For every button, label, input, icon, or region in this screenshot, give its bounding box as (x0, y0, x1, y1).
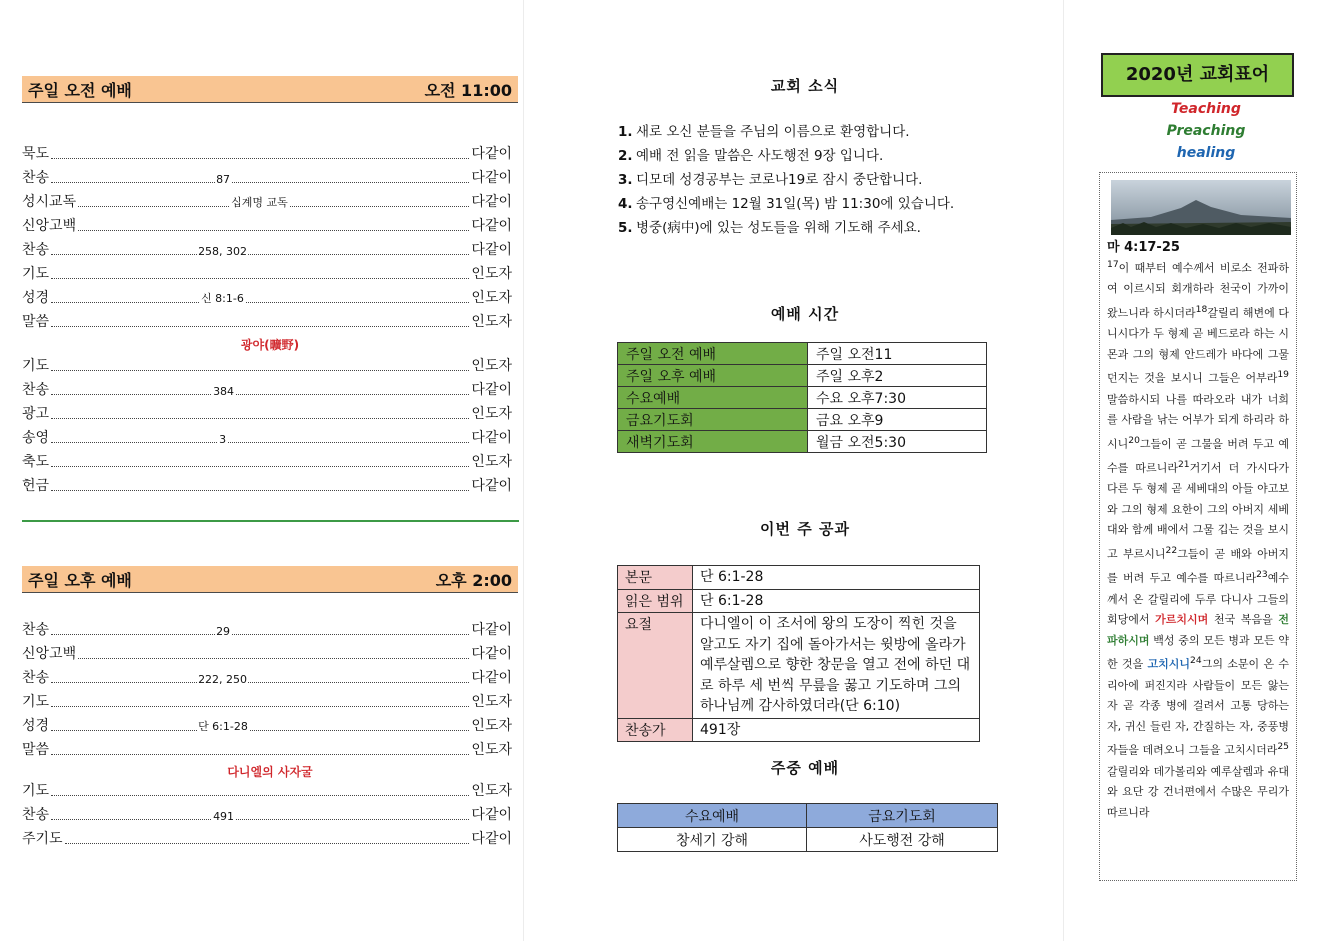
weekday-title: 주중 예배 (770, 759, 840, 777)
order-item-leader: 다같이 (471, 646, 512, 662)
order-item-leader: 다같이 (471, 242, 512, 258)
order-row (22, 780, 512, 800)
dot-leader (51, 158, 469, 159)
lesson-summary-label: 요절 (618, 613, 693, 719)
schedule-service-time: 수요 오후7:30 (808, 387, 987, 409)
order-item-label: 신앙고백 (22, 646, 77, 662)
news-item-text: 디모데 성경공부는 코로나19로 잠시 중단합니다. (636, 172, 923, 188)
news-item (618, 192, 998, 216)
verse-number: 19 (1277, 369, 1289, 381)
lesson-range-value: 단 6:1-28 (693, 589, 980, 613)
order-item-label: 헌금 (22, 478, 50, 494)
dot-leader (51, 292, 469, 305)
order-item-leader: 인도자 (471, 266, 512, 282)
order-item-label: 송영 (22, 430, 50, 446)
highlight-preaching: 전파하시며 (1107, 613, 1289, 647)
section-divider (22, 520, 519, 522)
order-row (22, 619, 512, 639)
dot-leader (51, 433, 469, 446)
table-row (618, 409, 987, 431)
schedule-service-name: 수요예배 (618, 387, 808, 409)
order-item-detail: 222, 250 (198, 673, 248, 686)
news-item (618, 144, 998, 168)
afternoon-service-time: 오후 2:00 (435, 570, 512, 590)
verse-number: 25 (1277, 741, 1289, 753)
order-item-label: 성시교독 (22, 194, 77, 210)
order-item-leader: 다같이 (471, 622, 512, 638)
order-item-label: 기도 (22, 266, 50, 282)
lesson-text-value: 단 6:1-28 (693, 566, 980, 590)
news-title: 교회 소식 (770, 77, 840, 95)
order-item-label: 성경 (22, 718, 50, 734)
order-item-leader: 인도자 (471, 742, 512, 758)
morning-header-rule (22, 102, 518, 103)
schedule-service-name: 주일 오후 예배 (618, 365, 808, 387)
schedule-service-time: 주일 오전11 (808, 343, 987, 365)
dot-leader (51, 754, 469, 755)
news-item-number: 3. (618, 172, 633, 188)
dot-leader (51, 706, 469, 707)
verse-segment: 그들이 곧 그물을 버려 두고 예수를 따르니라 (1107, 437, 1289, 475)
table-row (618, 613, 980, 719)
dot-leader (51, 278, 469, 279)
order-item-leader: 다같이 (471, 831, 512, 847)
dot-leader (78, 196, 469, 209)
order-row (22, 828, 512, 848)
dot-leader (51, 625, 469, 638)
dot-leader (65, 843, 470, 844)
order-item-detail: 87 (216, 173, 231, 186)
order-item-label: 말씀 (22, 314, 50, 330)
table-row (618, 589, 980, 613)
order-item-leader: 다같이 (471, 218, 512, 234)
news-item-number: 2. (618, 148, 633, 164)
order-item-label: 찬송 (22, 670, 50, 686)
table-row (618, 365, 987, 387)
order-item-label: 신앙고백 (22, 218, 77, 234)
verse-number: 24 (1190, 655, 1202, 667)
order-item-leader: 다같이 (471, 807, 512, 823)
dot-leader (51, 326, 469, 327)
order-row (22, 215, 512, 235)
order-item-label: 축도 (22, 454, 50, 470)
order-row (22, 427, 512, 447)
order-row (22, 311, 512, 331)
news-item-number: 4. (618, 196, 633, 212)
verse-number: 22 (1165, 545, 1178, 556)
afternoon-header-rule (22, 592, 518, 593)
schedule-service-name: 새벽기도회 (618, 431, 808, 453)
dot-leader (78, 230, 469, 231)
order-item-detail: 29 (216, 625, 231, 638)
order-item-leader: 인도자 (471, 783, 512, 799)
fold-line-right (1063, 0, 1064, 941)
news-item-number: 1. (618, 124, 633, 140)
afternoon-sermon-title: 다니엘의 사자굴 (227, 765, 313, 779)
order-item-leader: 다같이 (471, 170, 512, 186)
order-item-label: 찬송 (22, 242, 50, 258)
order-item-label: 광고 (22, 406, 50, 422)
dot-leader (78, 658, 469, 659)
order-row (22, 287, 512, 307)
order-row (22, 143, 512, 163)
order-item-leader: 인도자 (471, 314, 512, 330)
order-row (22, 667, 512, 687)
motto-keyword-teaching: Teaching (1171, 101, 1241, 117)
dot-leader (51, 466, 469, 467)
order-item-detail: 십계명 교독 (231, 196, 288, 209)
verse-segment: 그들이 곧 배와 아버지를 버려 두고 예수를 따르니라 (1107, 547, 1289, 585)
order-item-detail: 258, 302 (198, 245, 248, 258)
table-row (618, 343, 987, 365)
morning-service-title: 주일 오전 예배 (28, 80, 132, 100)
order-item-label: 기도 (22, 783, 50, 799)
weekday-value-wednesday: 창세기 강해 (618, 828, 807, 852)
order-item-leader: 다같이 (471, 670, 512, 686)
order-item-leader: 인도자 (471, 718, 512, 734)
schedule-service-name: 금요기도회 (618, 409, 808, 431)
news-item (618, 168, 998, 192)
news-item-text: 예배 전 읽을 말씀은 사도행전 9장 입니다. (636, 148, 884, 164)
table-row (618, 387, 987, 409)
table-row (618, 718, 980, 742)
morning-service-header (22, 76, 518, 102)
order-item-label: 기도 (22, 358, 50, 374)
verse-segment: 천국 복음을 (1208, 613, 1279, 627)
dot-leader (51, 490, 469, 491)
order-item-leader: 다같이 (471, 478, 512, 494)
schedule-title: 예배 시간 (770, 305, 840, 323)
lesson-table (617, 565, 980, 742)
motto-keyword-preaching: Preaching (1166, 123, 1246, 139)
order-item-leader: 다같이 (471, 194, 512, 210)
verse-segment: 거기서 더 가시다가 다른 두 형제 곧 세베대의 아들 야고보와 그의 형제 요한이 그의 아버지 세베대와 함께 배에서 그물 깁는 것을 보시고 부르시니 (1107, 461, 1289, 561)
order-item-detail: 단 6:1-28 (198, 720, 248, 733)
order-row (22, 739, 512, 759)
verse-segment: 이 때부터 예수께서 비로소 전파하여 이르시되 회개하라 천국이 가까이 왔느니라 하시더라 (1107, 261, 1289, 320)
dot-leader (51, 795, 469, 796)
dot-leader (51, 720, 469, 733)
order-item-label: 찬송 (22, 622, 50, 638)
news-list (618, 120, 998, 240)
order-row (22, 263, 512, 283)
order-row (22, 167, 512, 187)
order-item-leader: 다같이 (471, 430, 512, 446)
order-item-leader: 인도자 (471, 290, 512, 306)
order-item-detail: 신 8:1-6 (201, 292, 244, 305)
morning-service-time: 오전 11:00 (424, 80, 512, 100)
dot-leader (51, 810, 469, 823)
table-row (618, 431, 987, 453)
order-item-label: 묵도 (22, 146, 50, 162)
highlight-healing: 고치시니 (1147, 657, 1191, 671)
lesson-hymn-label: 찬송가 (618, 718, 693, 742)
news-item-text: 새로 오신 분들을 주님의 이름으로 환영합니다. (636, 124, 910, 140)
verse-segment: 그의 소문이 온 수리아에 퍼진지라 사람들이 모든 앓는 자 곧 각종 병에 걸려서 고통 당하는 자, 귀신 들린 자, 간질하는 자, 중풍병자들을 데려오니 그들을 고치시더라 (1107, 657, 1290, 757)
schedule-service-time: 금요 오후9 (808, 409, 987, 431)
weekday-header-wednesday: 수요예배 (618, 804, 807, 828)
order-item-detail: 3 (219, 433, 227, 446)
afternoon-service-title: 주일 오후 예배 (28, 570, 132, 590)
weekday-header-friday: 금요기도회 (807, 804, 998, 828)
table-row (618, 566, 980, 590)
order-row (22, 403, 512, 423)
afternoon-service-header (22, 566, 518, 592)
lesson-text-label: 본문 (618, 566, 693, 590)
table-row (618, 804, 998, 828)
schedule-table (617, 342, 987, 453)
lesson-title: 이번 주 공과 (760, 520, 850, 538)
lesson-range-label: 읽은 범위 (618, 589, 693, 613)
order-item-leader: 인도자 (471, 406, 512, 422)
order-row (22, 355, 512, 375)
weekday-value-friday: 사도행전 강해 (807, 828, 998, 852)
order-item-leader: 인도자 (471, 454, 512, 470)
verse-reference: 마 4:17-25 (1107, 240, 1180, 255)
order-item-detail: 384 (213, 385, 235, 398)
order-item-label: 찬송 (22, 382, 50, 398)
order-item-leader: 인도자 (471, 694, 512, 710)
order-row (22, 691, 512, 711)
verse-number: 20 (1128, 434, 1140, 446)
highlight-teaching: 가르치시며 (1155, 613, 1209, 627)
order-item-detail: 491 (213, 810, 235, 823)
weekday-table (617, 803, 998, 852)
order-row (22, 451, 512, 471)
verse-segment: 갈릴리와 데가볼리와 예루살렘과 유대와 요단 강 건너편에서 수많은 무리가 따르니라 (1107, 764, 1289, 819)
verse-number: 17 (1107, 259, 1119, 270)
motto-keyword-healing: healing (1176, 145, 1236, 161)
order-row (22, 239, 512, 259)
order-item-label: 성경 (22, 290, 50, 306)
table-row (618, 828, 998, 852)
dot-leader (51, 173, 469, 186)
dot-leader (51, 370, 469, 371)
lesson-summary-value: 다니엘이 이 조서에 왕의 도장이 찍힌 것을 알고도 자기 집에 돌아가서는 윗방에 올라가 예루살렘으로 향한 창문을 열고 전에 하던 대로 하루 세 번씩 무릎을 꿇고 기도하며 그의 하나님께 감사하였더라(단 6:10) (693, 613, 980, 719)
order-item-label: 찬송 (22, 170, 50, 186)
dot-leader (51, 385, 469, 398)
verse-segment: 예수께서 온 갈릴리에 두루 다니사 그들의 회당에서 (1107, 571, 1289, 627)
news-item (618, 216, 998, 240)
morning-sermon-title: 광야(曠野) (240, 338, 300, 352)
verse-number: 18 (1195, 303, 1208, 315)
order-item-label: 말씀 (22, 742, 50, 758)
news-item (618, 120, 998, 144)
order-item-leader: 인도자 (471, 358, 512, 374)
mountain-landscape-image (1111, 180, 1291, 235)
verse-segment: 백성 중의 모든 병과 모든 약한 것을 (1107, 633, 1289, 671)
schedule-service-time: 월금 오전5:30 (808, 431, 987, 453)
order-row (22, 804, 512, 824)
news-item-text: 병중(病中)에 있는 성도들을 위해 기도해 주세요. (636, 220, 921, 236)
verse-segment: 말씀하시되 나를 따라오라 내가 너희를 사람을 낚는 어부가 되게 하리라 하시니 (1107, 392, 1289, 451)
schedule-service-name: 주일 오전 예배 (618, 343, 808, 365)
order-row (22, 379, 512, 399)
verse-text (1107, 255, 1289, 823)
order-item-leader: 다같이 (471, 382, 512, 398)
lesson-hymn-value: 491장 (693, 718, 980, 742)
news-item-number: 5. (618, 220, 633, 236)
dot-leader (51, 245, 469, 258)
news-item-text: 송구영신예배는 12월 31일(목) 밤 11:30에 있습니다. (636, 196, 955, 212)
order-item-label: 기도 (22, 694, 50, 710)
order-row (22, 475, 512, 495)
order-item-leader: 다같이 (471, 146, 512, 162)
verse-number: 21 (1177, 458, 1190, 470)
dot-leader (51, 673, 469, 686)
order-row (22, 715, 512, 735)
fold-line-left (523, 0, 524, 941)
dot-leader (51, 418, 469, 419)
order-item-label: 주기도 (22, 831, 63, 847)
verse-segment: 갈릴리 해변에 다니시다가 두 형제 곧 베드로라 하는 시몬과 그의 형제 안드레가 바다에 그물 던지는 것을 보시니 그들은 어부라 (1107, 306, 1289, 385)
motto-title: 2020년 교회표어 (1101, 53, 1294, 97)
order-item-label: 찬송 (22, 807, 50, 823)
order-row (22, 191, 512, 211)
verse-number: 23 (1256, 569, 1268, 581)
schedule-service-time: 주일 오후2 (808, 365, 987, 387)
order-row (22, 643, 512, 663)
